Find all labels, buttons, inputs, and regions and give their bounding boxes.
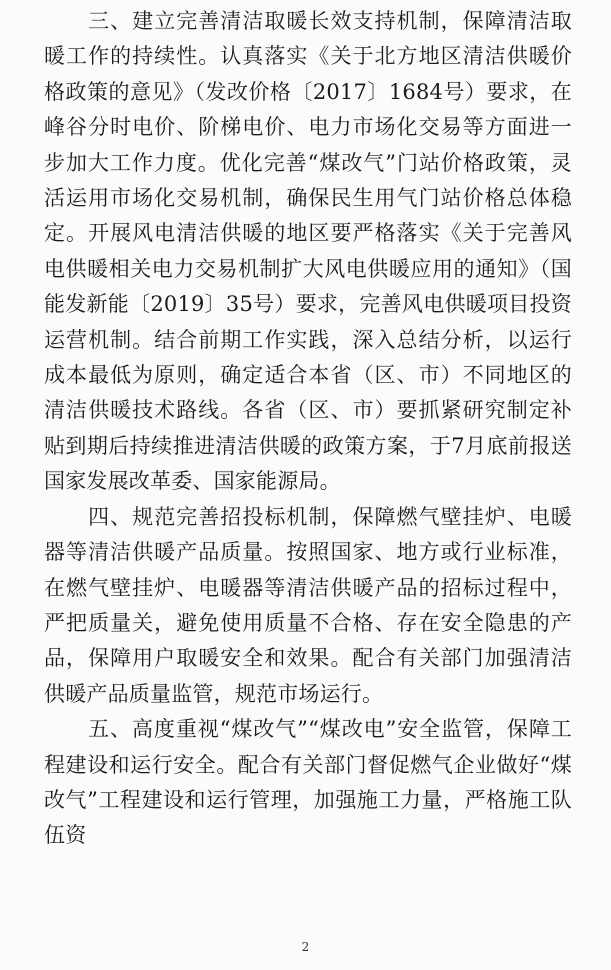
document-body	[44, 4, 572, 854]
paragraph-section-four: 四、规范完善招投标机制，保障燃气壁挂炉、电暖器等清洁供暖产品质量。按照国家、地方或行业标准，在燃气壁挂炉、电暖器等清洁供暖产品的招标过程中，严把质量关，避免使用质量不合格、存在安全隐患的产品，保障用户取暖安全和效果。配合有关部门加强清洁供暖产品质量监管，规范市场运行。	[44, 504, 572, 706]
page-number: 2	[301, 940, 310, 954]
paragraph-section-three: 三、建立完善清洁取暖长效支持机制，保障清洁取暖工作的持续性。认真落实《关于北方地区清洁供暖价格政策的意见》（发改价格〔2017〕1684号）要求，在峰谷分时电价、阶梯电价、电力市场化交易等方面进一步加大工作力度。优化完善“煤改气”门站价格政策，灵活运用市场化交易机制，确保民生用气门站价格总体稳定。开展风电清洁供暖的地区要严格落实《关于完善风电供暖相关电力交易机制扩大风电供暖应用的通知》（国能发新能〔2019〕35号）要求，完善风电供暖项目投资运营机制。结合前期工作实践，深入总结分析，以运行成本最低为原则，确定适合本省（区、市）不同地区的清洁供暖技术路线。各省（区、市）要抓紧研究制定补贴到期后持续推进清洁供暖的政策方案，于7月底前报送国家发展改革委、国家能源局。	[44, 9, 572, 494]
paragraph-section-five: 五、高度重视“煤改气”“煤改电”安全监管，保障工程建设和运行安全。配合有关部门督促燃气企业做好“煤改气”工程建设和运行管理，加强施工力量，严格施工队伍资	[44, 717, 572, 848]
